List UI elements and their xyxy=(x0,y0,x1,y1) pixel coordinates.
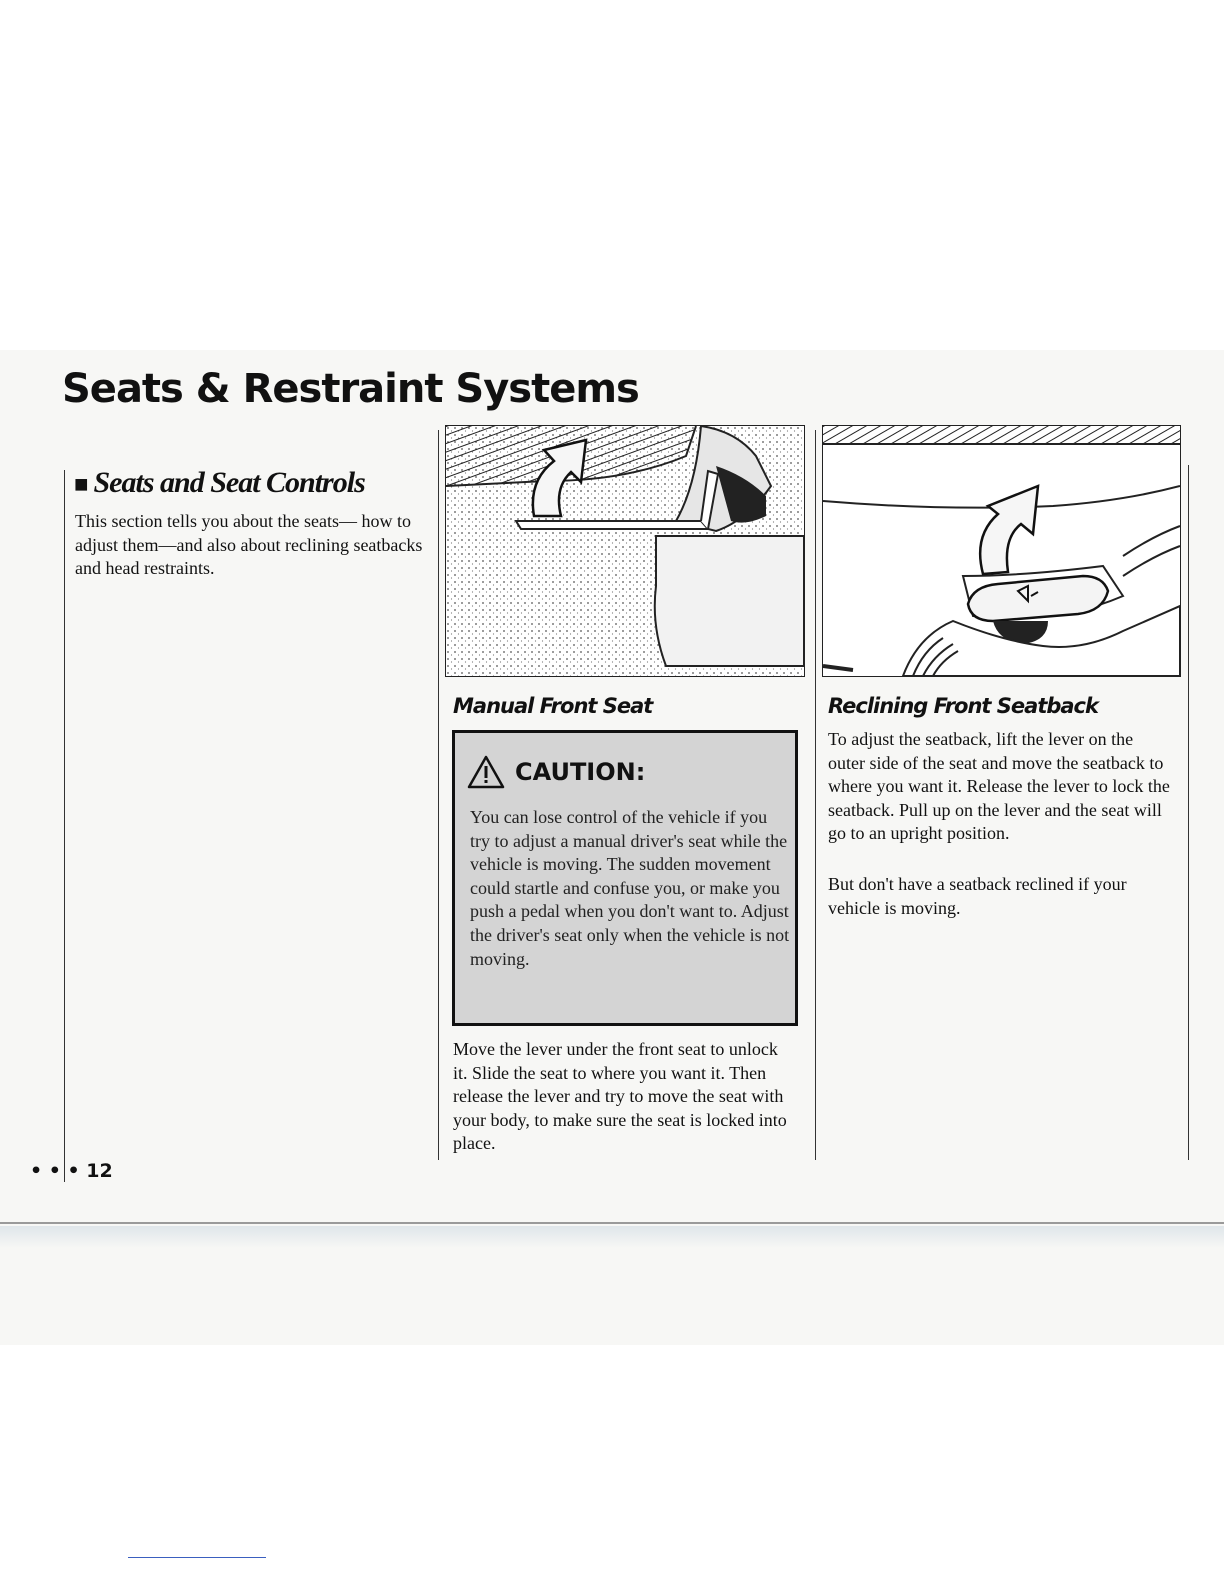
manual-front-seat-heading: Manual Front Seat xyxy=(453,694,653,718)
seat-lever-drawing xyxy=(446,426,804,676)
section-bullet: ■ xyxy=(74,472,88,498)
page-shadow xyxy=(0,1226,1224,1248)
column-rule-left xyxy=(64,470,65,1182)
seat-lever-illustration xyxy=(445,425,805,677)
recline-lever-illustration xyxy=(822,425,1181,677)
column-rule-middle xyxy=(438,430,439,1160)
caution-text: You can lose control of the vehicle if you try to adjust a manual driver's seat while the vehicle is moving. The sudden movement could startle and confuse you, or make you push a pedal when you don't want to. Adjust the driver's seat only when the vehicle is not moving. xyxy=(470,807,790,969)
caution-title: CAUTION: xyxy=(515,758,646,786)
recline-lever-drawing xyxy=(823,426,1180,676)
page-number-value: 12 xyxy=(86,1160,113,1182)
page-title: Seats & Restraint Systems xyxy=(62,366,639,412)
caution-heading xyxy=(467,755,645,789)
reclining-seatback-heading: Reclining Front Seatback xyxy=(828,694,1098,718)
warning-triangle-icon xyxy=(467,755,505,789)
recline-instructions: To adjust the seatback, lift the lever on the outer side of the seat and move the seatback to where you want it. Release the lever to lock the seatback. Pull up on the lever and the seat will go to an upright position. xyxy=(828,729,1170,843)
page-bottom-edge xyxy=(0,1222,1224,1224)
page-number xyxy=(30,1160,113,1182)
section-heading xyxy=(74,466,365,500)
section-intro: This section tells you about the seats— how to adjust them—and also about reclining seatbacks and head restraints. xyxy=(75,511,423,578)
bottom-link-underline xyxy=(128,1557,266,1558)
section-title: Seats and Seat Controls xyxy=(93,466,365,499)
column-rule-far-right xyxy=(1188,465,1189,1160)
manual-seat-instructions: Move the lever under the front seat to unlock it. Slide the seat to where you want it. Then release the lever and try to move the seat with your body, to make sure the seat is locked into place. xyxy=(453,1039,787,1153)
page-marker: • • • xyxy=(30,1160,80,1182)
caution-box xyxy=(452,730,798,1026)
column-rule-right xyxy=(815,430,816,1160)
recline-warning: But don't have a seatback reclined if your vehicle is moving. xyxy=(828,874,1127,918)
